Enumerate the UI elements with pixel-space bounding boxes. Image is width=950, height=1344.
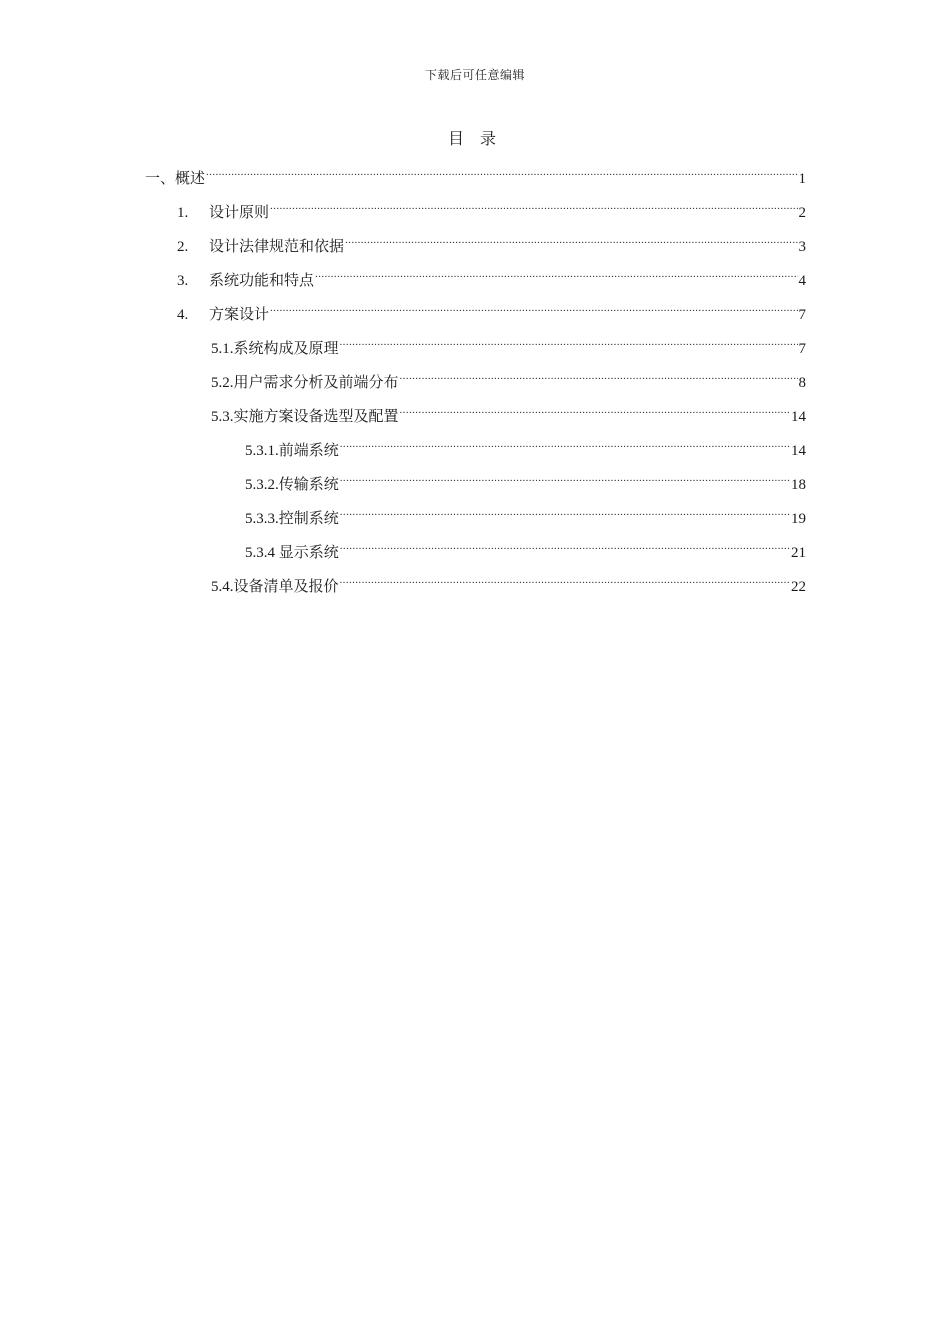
toc-entry-label: 5.4.设备清单及报价 (211, 579, 339, 595)
toc-entry-label: 5.2.用户需求分析及前端分布 (211, 375, 399, 391)
toc-entry-5-3-4[interactable] (245, 531, 806, 561)
toc-entry-label: 方案设计 (209, 307, 270, 323)
toc-entry-number: 1. (177, 205, 189, 221)
toc-entry-number: 4. (177, 307, 189, 323)
toc-dot-leader (206, 157, 797, 183)
toc-entry-design-principles[interactable] (177, 191, 806, 221)
toc-page-number: 18 (791, 477, 806, 493)
toc-entry-number: 3. (177, 273, 189, 289)
toc-entry-label: 5.3.4 显示系统 (245, 545, 339, 561)
toc-entry-solution-design[interactable] (177, 293, 806, 323)
toc-entry-overview[interactable] (145, 157, 806, 187)
toc-entry-label: 5.3.1.前端系统 (245, 443, 339, 459)
toc-page-number: 7 (798, 341, 806, 357)
toc-dot-leader (340, 429, 790, 455)
toc-entry-label: 设计法律规范和依据 (209, 239, 345, 255)
page-header: 下载后可任意编辑 (424, 68, 525, 82)
toc-dot-leader (400, 395, 790, 421)
toc-entry-label: 5.3.2.传输系统 (245, 477, 339, 493)
toc-page-number: 1 (798, 171, 806, 187)
toc-dot-leader (340, 531, 790, 557)
toc-page-number: 4 (798, 273, 806, 289)
toc-page-number: 2 (798, 205, 806, 221)
toc-dot-leader (340, 565, 790, 591)
toc-page-number: 8 (798, 375, 806, 391)
toc-page-number: 14 (791, 409, 806, 425)
toc-dot-leader (315, 259, 797, 285)
toc-entry-5-3-3[interactable] (245, 497, 806, 527)
toc-entry-5-3-2[interactable] (245, 463, 806, 493)
toc-entry-label: 设计原则 (209, 205, 270, 221)
toc-page-number: 21 (791, 545, 806, 561)
toc-entry-label: 一、概述 (145, 171, 206, 187)
toc-entry-5-2[interactable] (211, 361, 806, 391)
toc-entry-design-regulations[interactable] (177, 225, 806, 255)
toc-entry-label: 5.3.3.控制系统 (245, 511, 339, 527)
toc-entry-5-4[interactable] (211, 565, 806, 595)
toc-page-number: 22 (791, 579, 806, 595)
toc-dot-leader (270, 191, 797, 217)
toc-entry-label: 5.1.系统构成及原理 (211, 341, 339, 357)
toc-page-number: 3 (798, 239, 806, 255)
toc-page-number: 14 (791, 443, 806, 459)
toc-entry-5-3-1[interactable] (245, 429, 806, 459)
toc-entry-system-features[interactable] (177, 259, 806, 289)
toc-entry-5-3[interactable] (211, 395, 806, 425)
toc-entry-number: 2. (177, 239, 189, 255)
toc-dot-leader (340, 497, 790, 523)
toc-entry-label: 系统功能和特点 (209, 273, 315, 289)
toc-entry-label: 5.3.实施方案设备选型及配置 (211, 409, 399, 425)
toc-dot-leader (400, 361, 798, 387)
toc-dot-leader (345, 225, 797, 251)
toc-page-number: 19 (791, 511, 806, 527)
toc-entry-5-1[interactable] (211, 327, 806, 357)
toc-page-number: 7 (798, 307, 806, 323)
toc-dot-leader (340, 463, 790, 489)
toc-dot-leader (270, 293, 797, 319)
toc-dot-leader (340, 327, 798, 353)
toc-title: 目 录 (447, 131, 502, 148)
